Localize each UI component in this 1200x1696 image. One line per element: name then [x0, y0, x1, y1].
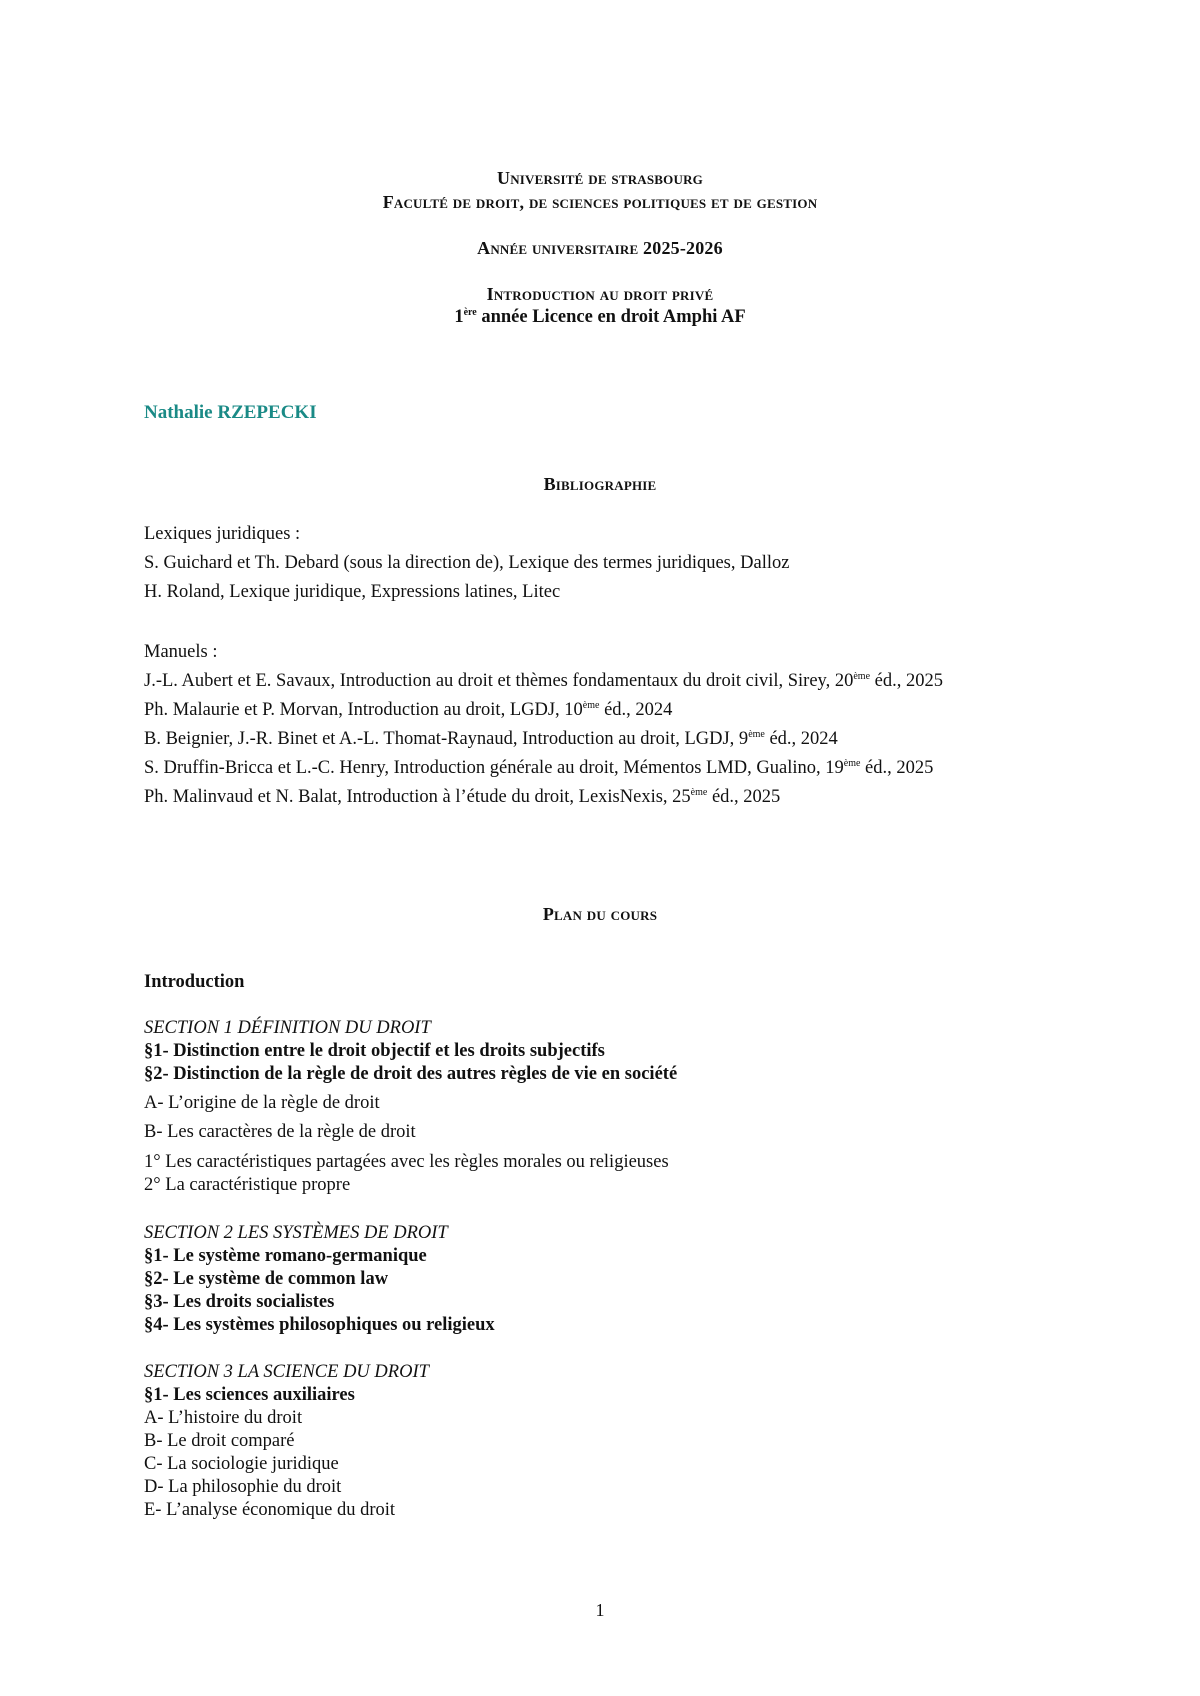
- plan-title: Plan du cours: [542, 904, 658, 924]
- author-name: Nathalie RZEPECKI: [144, 402, 317, 423]
- section-3-item-b: B- Le droit comparé: [144, 1431, 295, 1451]
- manuel-item: J.-L. Aubert et E. Savaux, Introduction au droit et thèmes fondamentaux du droit civil, Sirey, 20ème éd., 2025: [144, 670, 943, 691]
- lexique-item: S. Guichard et Th. Debard (sous la direction de), Lexique des termes juridiques, Dalloz: [144, 553, 790, 573]
- section-2-title: SECTION 2 LES SYSTÈMES DE DROIT: [144, 1223, 448, 1243]
- manuel-item: Ph. Malaurie et P. Morvan, Introduction au droit, LGDJ, 10ème éd., 2024: [144, 699, 673, 720]
- section-1-title: SECTION 1 DÉFINITION DU DROIT: [144, 1018, 431, 1038]
- university-name: Université de strasbourg: [497, 168, 703, 188]
- bibliography-title: Bibliographie: [543, 474, 657, 494]
- section-1-item-b: B- Les caractères de la règle de droit: [144, 1122, 416, 1142]
- section-2-para-4: §4- Les systèmes philosophiques ou religieux: [144, 1315, 495, 1335]
- plan-introduction: Introduction: [144, 972, 245, 992]
- section-1-para-2: §2- Distinction de la règle de droit des autres règles de vie en société: [144, 1064, 678, 1084]
- section-2-para-2: §2- Le système de common law: [144, 1269, 389, 1289]
- section-1-item-a: A- L’origine de la règle de droit: [144, 1093, 380, 1113]
- section-3-item-e: E- L’analyse économique du droit: [144, 1500, 396, 1520]
- section-3-item-d: D- La philosophie du droit: [144, 1477, 342, 1497]
- lexiques-label: Lexiques juridiques :: [144, 524, 301, 544]
- manuel-item: B. Beignier, J.-R. Binet et A.-L. Thomat-Raynaud, Introduction au droit, LGDJ, 9ème éd., 2024: [144, 728, 838, 749]
- page-number: 1: [595, 1600, 605, 1620]
- section-1-para-1: §1- Distinction entre le droit objectif et les droits subjectifs: [144, 1041, 605, 1061]
- section-1-subitem-2: 2° La caractéristique propre: [144, 1175, 351, 1195]
- course-level: 1ère année Licence en droit Amphi AF: [454, 306, 746, 327]
- manuels-label: Manuels :: [144, 642, 218, 662]
- section-1-subitem-1: 1° Les caractéristiques partagées avec les règles morales ou religieuses: [144, 1152, 669, 1172]
- section-3-title: SECTION 3 LA SCIENCE DU DROIT: [144, 1362, 429, 1382]
- section-2-para-3: §3- Les droits socialistes: [144, 1292, 335, 1312]
- manuel-item: Ph. Malinvaud et N. Balat, Introduction à l’étude du droit, LexisNexis, 25ème éd., 2025: [144, 786, 781, 807]
- section-2-para-1: §1- Le système romano-germanique: [144, 1246, 427, 1266]
- section-3-item-c: C- La sociologie juridique: [144, 1454, 339, 1474]
- manuel-item: S. Druffin-Bricca et L.-C. Henry, Introduction générale au droit, Mémentos LMD, Gualino, 19ème éd., 2025: [144, 757, 934, 778]
- faculty-name: Faculté de droit, de sciences politiques et de gestion: [382, 192, 818, 212]
- section-3-item-a: A- L’histoire du droit: [144, 1408, 303, 1428]
- lexique-item: H. Roland, Lexique juridique, Expressions latines, Litec: [144, 582, 561, 602]
- academic-year: Année universitaire 2025-2026: [477, 238, 723, 258]
- section-3-para-1: §1- Les sciences auxiliaires: [144, 1385, 355, 1405]
- course-title: Introduction au droit privé: [486, 284, 714, 304]
